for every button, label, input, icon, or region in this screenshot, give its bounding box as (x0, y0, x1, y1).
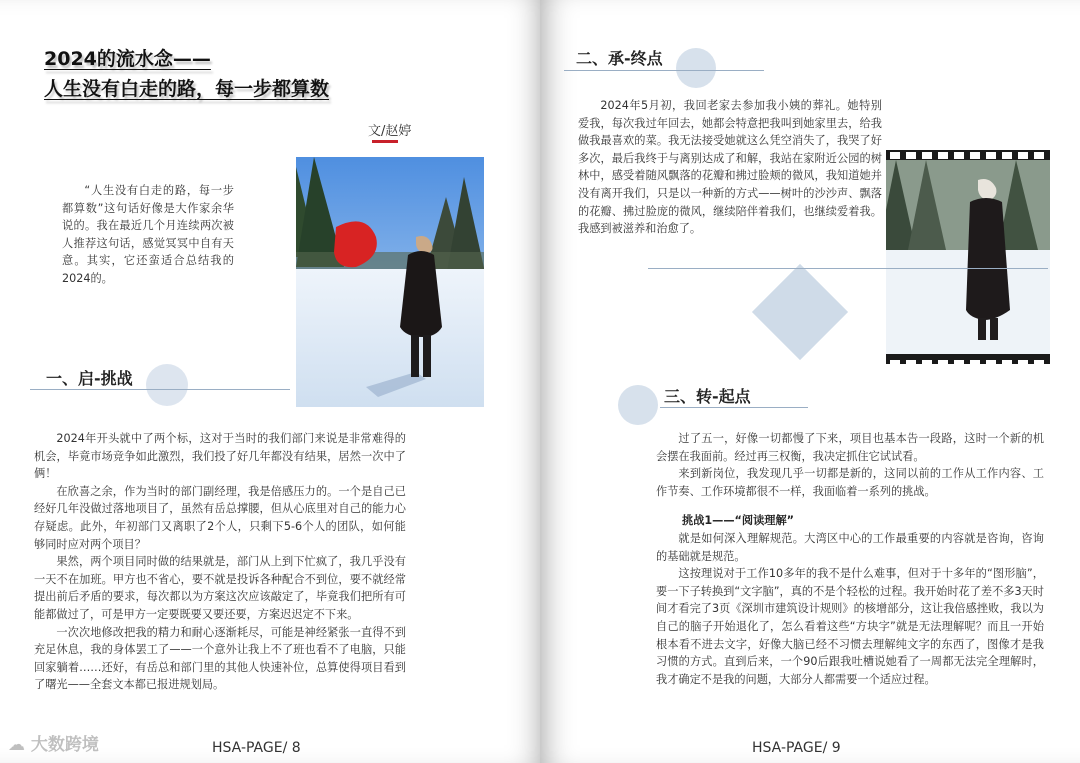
snow-park-illustration (296, 157, 484, 407)
section-3-paragraph: 就是如何深入理解规范。大湾区中心的工作最重要的内容就是咨询，咨询的基础就是规范。 (656, 531, 1044, 563)
section-2-paragraph: 2024年5月初，我回老家去参加我小姨的葬礼。她特别爱我，每次我过年回去，她都会特意把我叫到她家里去，给我做我最喜欢的菜。我无法接受她就这么凭空消失了，我哭了好多次，最后我终于与离别达成了和解，我站在家附近公园的树林中，感受着随风飘落的花瓣和拂过脸颊的微风，我知道她并没有离开我们，只是以一种新的方式——树叶的沙沙声、飘落的花瓣、拂过脸庞的微风，继续陪伴着我们，也继续爱着我。我感到被滋养和治愈了。 (578, 99, 882, 236)
section-3-title: 三、转-起点 (664, 387, 751, 406)
film-perforation-bottom (886, 358, 1050, 368)
section-1-divider (30, 389, 290, 390)
section-2-bottom-line (648, 268, 1048, 269)
decor-diamond (752, 264, 848, 360)
section-3-paragraph: 来到新岗位，我发现几乎一切都是新的，这同以前的工作从工作内容、工作节奏、工作环境都很不一样，我面临着一系列的挑战。 (656, 467, 1044, 498)
challenge-1-title: 挑战1——“阅读理解” (682, 514, 794, 528)
forest-woman-illustration (886, 160, 1050, 354)
section-3-paragraph: 这按理说对于工作10多年的我不是什么难事，但对于十多年的“图形脑”，要一下子转换到“文字脑”，真的不是个轻松的过程。我开始时花了差不多3天时间才看完了3页《深圳市建筑设计规则》的核增部分，这让我倍感挫败，我以为自己的脑子开始退化了，怎么看着这些“方块字”就是无法理解呢？而且一开始根本看不进去文字，好像大脑已经不习惯去理解纯文字的东西了，图像才是我习惯的方式。直到后来，一个90后跟我吐槽说她看了一周都无法完全理解时，我才确定不是我的问题，大部分人都需要一个适应过程。 (656, 567, 1044, 686)
section-1-body (34, 430, 406, 694)
section-2-body (578, 97, 882, 238)
section-1-paragraph: 2024年开头就中了两个标，这对于当时的我们部门来说是非常难得的机会，毕竟市场竞争如此激烈，我们投了好几年都没有结果，居然一次中了俩！ (34, 432, 406, 481)
film-strip-photo (886, 150, 1050, 364)
title-line-1: 2024的流水念—— (44, 48, 211, 70)
section-2-title: 二、承-终点 (576, 49, 663, 68)
intro-text: “人生没有白走的路，每一步都算数”这句话好像是大作家余华说的。我在最近几个月连续两次被人推荐这句话，感觉冥冥中自有天意。其实，它还蛮适合总结我的2024的。 (62, 184, 234, 285)
section-3-body (656, 430, 1044, 688)
title-line-2: 人生没有白走的路，每一步都算数 (44, 78, 330, 100)
watermark-logo-icon: ☁ (8, 735, 31, 755)
section-2-decor-circle (676, 48, 716, 88)
page-number-right: HSA-PAGE/ 9 (752, 740, 841, 756)
intro-paragraph (62, 182, 234, 288)
author-byline: 文/赵婷 (368, 124, 412, 139)
section-1-paragraph: 在欣喜之余，作为当时的部门副经理，我是倍感压力的。一个是自己已经好几年没做过落地项目了，虽然有岳总撑腰，但从心底里对自己的能力心存疑虑。此外，年初部门又离职了2个人，只剩下5-6个人的团队，如何能够同时应对两个项目？ (34, 484, 406, 551)
section-3-paragraph: 过了五一，好像一切都慢了下来，项目也基本告一段路，这时一个新的机会摆在我面前。经过再三权衡，我决定抓住它试试看。 (656, 432, 1044, 463)
section-1-paragraph: 一次次地修改把我的精力和耐心逐渐耗尽，可能是神经紧张一直得不到充足休息，我的身体罢工了——一个意外让我上不了班也看不了电脑，只能回家躺着……还好，有岳总和部门里的其他人快速补位，总算使得项目看到了曙光——全套文本都已报进规划局。 (34, 625, 406, 692)
section-3-divider (660, 407, 808, 408)
watermark-text: 大数跨境 (30, 735, 99, 755)
author-underline (372, 140, 398, 143)
section-2-divider (564, 70, 764, 71)
article-title (44, 44, 329, 104)
watermark (8, 730, 99, 755)
film-perforation-top (886, 150, 1050, 160)
section-1-title: 一、启-挑战 (46, 369, 133, 388)
page-number-left: HSA-PAGE/ 8 (212, 740, 301, 756)
section-3-decor-circle (618, 385, 658, 425)
right-page (540, 0, 1080, 763)
snow-park-photo (296, 157, 484, 407)
section-1-decor-circle (146, 364, 188, 406)
section-1-paragraph: 果然，两个项目同时做的结果就是，部门从上到下忙疯了，我几乎没有一天不在加班。甲方也不省心，要不就是投诉各种配合不到位，要不就经常提出前后矛盾的要求，每次都以为方案这次应该敲定了，毕竟我们把所有可能都做过了，可是甲方一定要既要又要还要，方案迟迟定不下来。 (34, 555, 406, 621)
